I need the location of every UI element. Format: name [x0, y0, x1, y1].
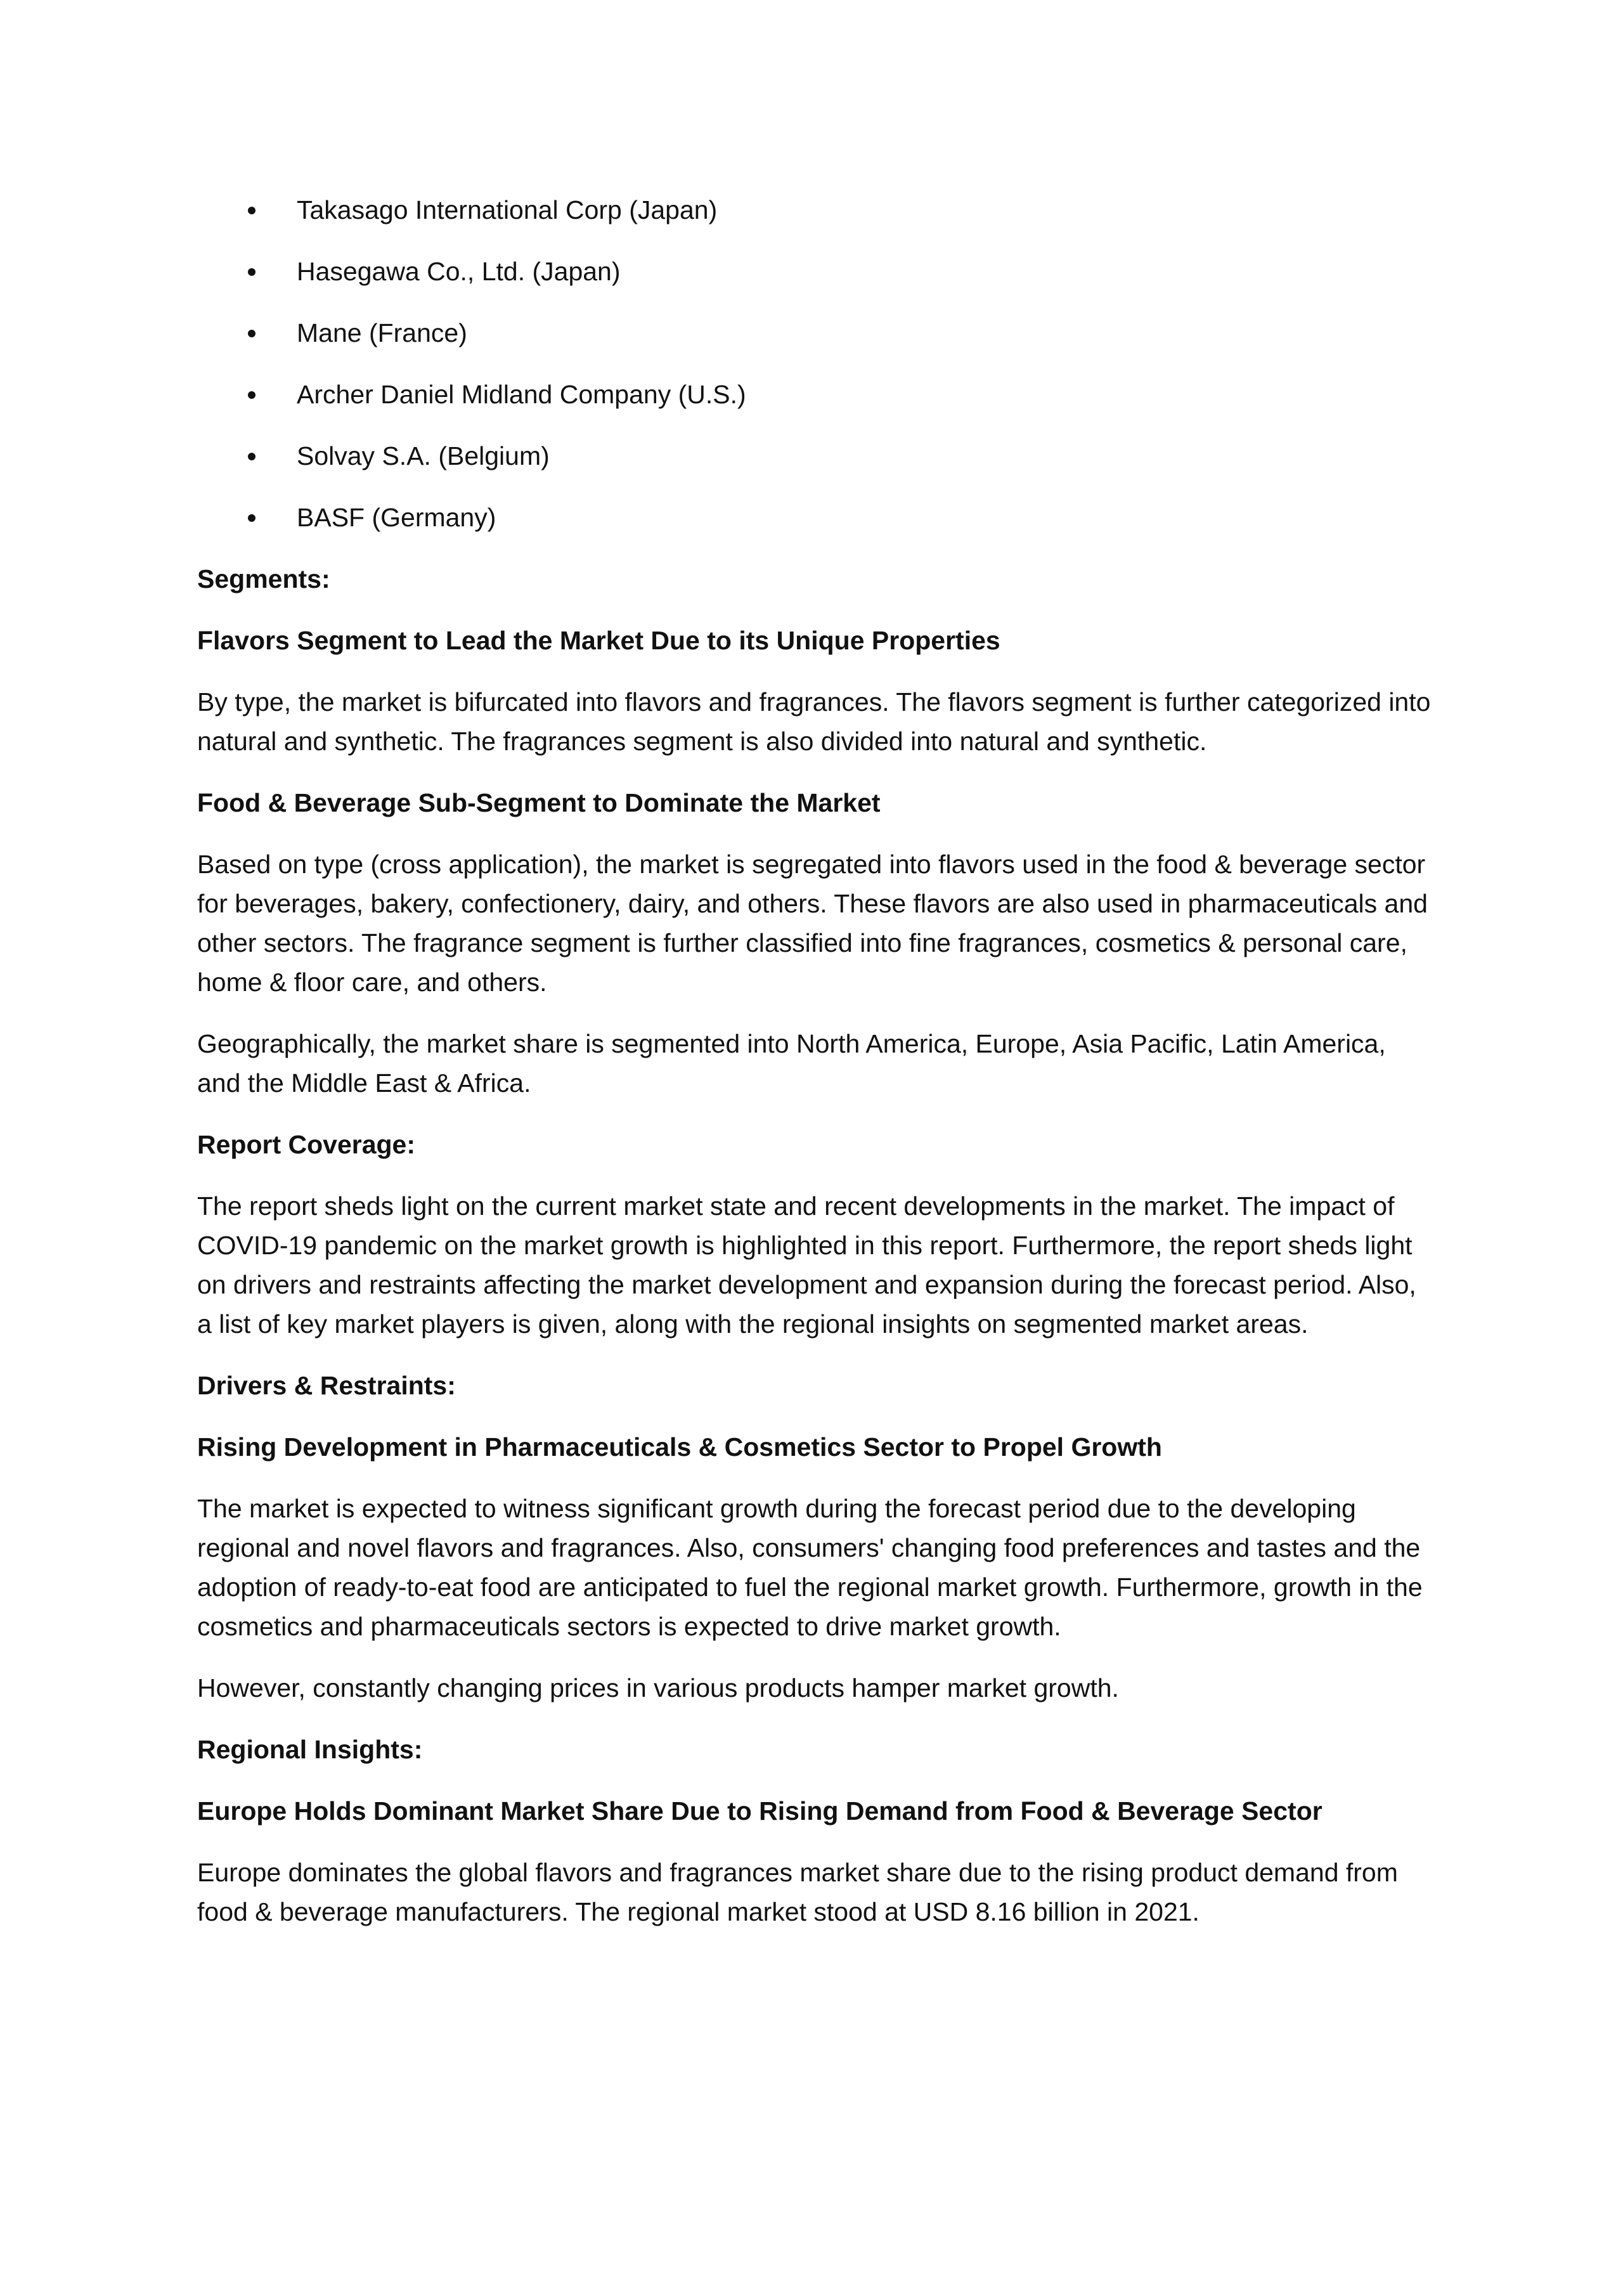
list-item-text: Takasago International Corp (Japan): [297, 195, 718, 224]
bullet-icon: [248, 207, 255, 214]
list-item: [197, 375, 1433, 414]
food-beverage-heading: Food & Beverage Sub-Segment to Dominate the Market: [197, 788, 881, 817]
restraints-paragraph: However, constantly changing prices in various products hamper market growth.: [197, 1673, 1119, 1703]
list-item: [197, 436, 1433, 476]
rising-development-paragraph: The market is expected to witness significant growth during the forecast period due to the developing regional and novel flavors and fragrances. Also, consumers' changing food preferences and tastes and the adoption of ready-to-eat food are anticipated to fuel the regional market growth. Furthermore, growth in the cosmetics and pharmaceuticals sectors is expected to drive market growth.: [197, 1494, 1423, 1641]
geography-paragraph: Geographically, the market share is segmented into North America, Europe, Asia Pacific, Latin America, and the Middle East & Africa.: [197, 1029, 1386, 1098]
list-item: [197, 190, 1433, 230]
list-item-text: BASF (Germany): [297, 503, 496, 532]
list-item-text: Archer Daniel Midland Company (U.S.): [297, 380, 746, 409]
europe-paragraph: Europe dominates the global flavors and fragrances market share due to the rising product demand from food & beverage manufacturers. The regional market stood at USD 8.16 billion in 2021.: [197, 1858, 1398, 1926]
europe-heading: Europe Holds Dominant Market Share Due to Rising Demand from Food & Beverage Sector: [197, 1796, 1322, 1826]
food-beverage-paragraph: Based on type (cross application), the market is segregated into flavors used in the food & beverage sector for beverages, bakery, confectionery, dairy, and others. These flavors are also used in pharmaceuticals and other sectors. The fragrance segment is further classified into fine fragrances, cosmetics & personal care, home & floor care, and others.: [197, 850, 1428, 997]
flavors-segment-paragraph: By type, the market is bifurcated into flavors and fragrances. The flavors segment is further categorized into natural and synthetic. The fragrances segment is also divided into natural and synthetic.: [197, 687, 1431, 756]
document-page: [197, 190, 1433, 1954]
bullet-icon: [248, 330, 255, 337]
regional-insights-heading: Regional Insights:: [197, 1735, 423, 1764]
report-coverage-heading: Report Coverage:: [197, 1130, 416, 1159]
list-item-text: Mane (France): [297, 318, 467, 347]
report-coverage-paragraph: The report sheds light on the current market state and recent developments in the market. The impact of COVID-19 pandemic on the market growth is highlighted in this report. Furthermore, the report sheds light on drivers and restraints affecting the market development and expansion during the forecast period. Also, a list of key market players is given, along with the regional insights on segmented market areas.: [197, 1191, 1416, 1339]
list-item: [197, 252, 1433, 291]
bullet-icon: [248, 453, 255, 460]
key-players-list: [197, 190, 1433, 537]
list-item: [197, 313, 1433, 353]
bullet-icon: [248, 514, 255, 522]
segments-heading: Segments:: [197, 564, 330, 593]
list-item-text: Hasegawa Co., Ltd. (Japan): [297, 257, 621, 286]
bullet-icon: [248, 268, 255, 276]
list-item: [197, 498, 1433, 537]
list-item-text: Solvay S.A. (Belgium): [297, 441, 550, 470]
rising-development-heading: Rising Development in Pharmaceuticals & Cosmetics Sector to Propel Growth: [197, 1432, 1162, 1462]
bullet-icon: [248, 391, 255, 399]
flavors-segment-heading: Flavors Segment to Lead the Market Due to its Unique Properties: [197, 626, 1000, 655]
drivers-restraints-heading: Drivers & Restraints:: [197, 1371, 456, 1400]
